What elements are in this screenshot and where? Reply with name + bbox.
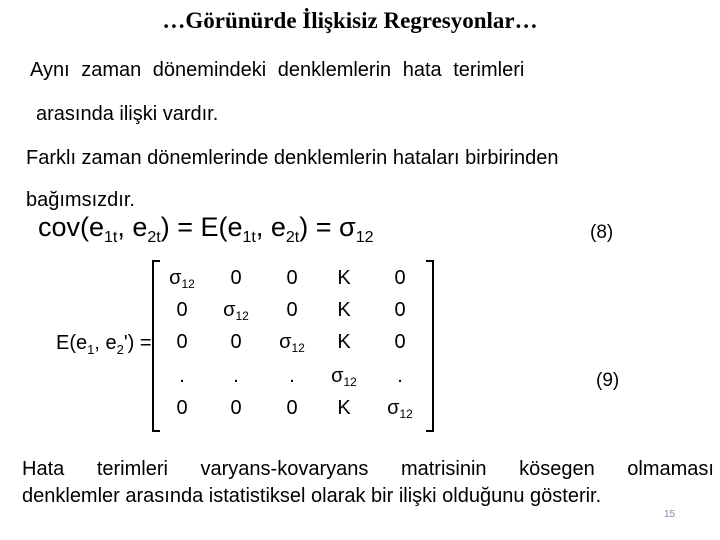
matrix-cell: . (233, 365, 239, 387)
matrix-cell: 0 (230, 331, 242, 353)
eq8-part: , e (255, 212, 286, 242)
paragraph-1-line-2: arasında ilişki vardır. (36, 103, 219, 125)
matrix-cell: $\sigma_{12}$ (331, 365, 357, 389)
matrix-cell: 0 (176, 331, 188, 353)
matrix-cell: 0 (230, 397, 242, 419)
eq8-sub: 1t (242, 229, 256, 246)
matrix-cell: 0 (394, 267, 406, 289)
matrix-cell: K (337, 397, 351, 419)
matrix-cell: 0 (176, 397, 188, 419)
matrix-cell: K (337, 331, 351, 353)
matrix-cell: 0 (286, 397, 298, 419)
matrix-cell: 0 (176, 299, 188, 321)
paragraph-2-line-2: bağımsızdır. (26, 189, 135, 211)
paragraph-1-line-1: Aynı zaman dönemindeki denklemlerin hata terimleri (30, 59, 525, 81)
page-number: 15 (664, 509, 676, 520)
eq8-sub: 2t (285, 229, 300, 246)
matrix-cell: $\sigma_{12}$ (387, 397, 413, 421)
matrix-cell: . (397, 365, 403, 387)
matrix-cell: . (289, 365, 295, 387)
eq8-sub: 1t (104, 229, 118, 246)
eq8-part: cov(e (38, 212, 105, 242)
eq8-part: , e (117, 212, 148, 242)
matrix-cell: 0 (394, 299, 406, 321)
equation-9-number: (9) (596, 370, 620, 391)
matrix-cell: 0 (286, 299, 298, 321)
eq9-sub: 1 (87, 342, 95, 357)
equation-8 (38, 212, 373, 247)
matrix-cell: K (337, 299, 351, 321)
matrix-cell: $\sigma_{12}$ (169, 267, 195, 291)
conclusion-line-2: denklemler arasında istatistiksel olarak bir ilişki olduğunu gösterir. (22, 485, 602, 507)
matrix-cell: 0 (230, 267, 242, 289)
matrix-cell: $\sigma_{12}$ (223, 299, 249, 323)
eq8-sub: 12 (355, 229, 374, 246)
matrix-cell: 0 (286, 267, 298, 289)
matrix-cell: $\sigma_{12}$ (279, 331, 305, 355)
slide-title: …Görünürde İlişkisiz Regresyonlar… (162, 8, 538, 33)
matrix-cell: . (179, 365, 185, 387)
eq8-part: ) = E(e (160, 212, 243, 242)
paragraph-2-line-1: Farklı zaman dönemlerinde denklemlerin hataları birbirinden (26, 147, 559, 169)
matrix-left-bracket (152, 260, 160, 432)
eq9-sub: 2 (116, 342, 124, 357)
eq8-part: ) = σ (299, 212, 356, 242)
eq9-part: ') = (123, 332, 152, 354)
equation-9-lhs (56, 332, 152, 357)
covariance-matrix (152, 260, 434, 428)
eq8-sub: 2t (147, 229, 161, 246)
eq9-part: E(e (56, 332, 88, 354)
eq9-part: , e (94, 332, 117, 354)
equation-8-number: (8) (590, 222, 614, 243)
matrix-right-bracket (426, 260, 434, 432)
matrix-cell: K (337, 267, 351, 289)
conclusion-line-1: Hata terimleri varyans-kovaryans matrisinin kösegen olmaması (22, 458, 714, 480)
matrix-cell: 0 (394, 331, 406, 353)
